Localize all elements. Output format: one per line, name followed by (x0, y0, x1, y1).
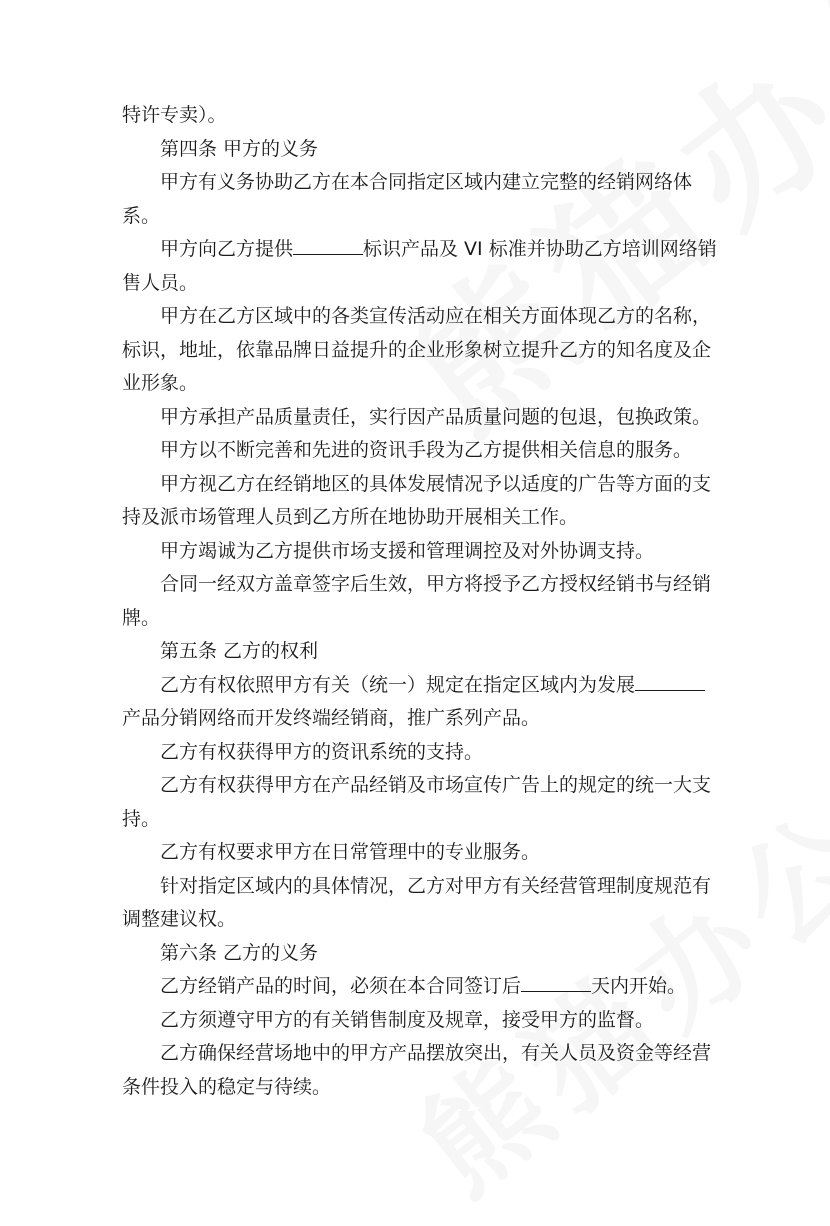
paragraph-text: 乙方有权获得甲方在产品经销及市场宣传广告上的规定的统一大支持。 (122, 774, 712, 830)
paragraph (122, 568, 722, 635)
paragraph-text: 甲方向乙方提供 (160, 238, 294, 260)
paragraph (122, 970, 722, 1004)
paragraph-text: 甲方竭诚为乙方提供市场支援和管理调控及对外协调支持。 (160, 539, 655, 562)
paragraph-text: 甲方有义务协助乙方在本合同指定区域内建立完整的经销网络体系。 (122, 171, 693, 227)
document-body (122, 99, 722, 1104)
paragraph-text: 乙方须遵守甲方的有关销售制度及规章，接受甲方的监督。 (160, 1008, 655, 1031)
paragraph (122, 535, 722, 569)
paragraph-text: 标识产品及 VI 标准并协助乙方培训网络销售人员。 (122, 238, 717, 294)
fill-in-blank[interactable] (293, 236, 363, 255)
paragraph (122, 836, 722, 870)
paragraph (122, 870, 722, 937)
paragraph-text: 甲方以不断完善和先进的资讯手段为乙方提供相关信息的服务。 (160, 439, 693, 461)
paragraph (122, 300, 722, 401)
paragraph (122, 166, 722, 233)
paragraph-text: 产品分销网络而开发终端经销商，推广系列产品。 (122, 707, 541, 729)
paragraph-text: 乙方经销产品的时间，必须在本合同签订后 (160, 975, 522, 997)
paragraph-text: 甲方在乙方区域中的各类宣传活动应在相关方面体现乙方的名称，标识，地址，依靠品牌日益提升的企业形象树立提升乙方的知名度及企业形象。 (122, 305, 712, 394)
paragraph-text: 第四条 甲方的义务 (160, 137, 319, 160)
paragraph (122, 434, 722, 468)
paragraph-text: 第六条 乙方的义务 (160, 941, 319, 964)
paragraph (122, 401, 722, 435)
paragraph-text: 乙方确保经营场地中的甲方产品摆放突出，有关人员及资金等经营条件投入的稳定与待续。 (122, 1042, 712, 1098)
paragraph-text: 乙方有权要求甲方在日常管理中的专业服务。 (160, 841, 541, 863)
paragraph (122, 99, 722, 133)
paragraph-text: 乙方有权获得甲方的资讯系统的支持。 (160, 740, 484, 763)
paragraph (122, 736, 722, 770)
paragraph-text: 第五条 乙方的权利 (160, 640, 319, 662)
paragraph (122, 769, 722, 836)
paragraph-text: 乙方有权依照甲方有关（统一）规定在指定区域内为发展 (160, 673, 636, 696)
paragraph (122, 133, 722, 167)
fill-in-blank[interactable] (635, 671, 705, 690)
paragraph (122, 1004, 722, 1038)
paragraph-text: 针对指定区域内的具体情况，乙方对甲方有关经营管理制度规范有调整建议权。 (122, 874, 712, 930)
paragraph (122, 669, 722, 736)
fill-in-blank[interactable] (521, 973, 591, 992)
paragraph (122, 1037, 722, 1104)
paragraph-text: 天内开始。 (591, 975, 687, 997)
paragraph (122, 635, 722, 669)
paragraph-text: 合同一经双方盖章签字后生效，甲方将授予乙方授权经销书与经销牌。 (122, 573, 712, 629)
paragraph-text: 特许专卖）。 (122, 104, 227, 126)
paragraph-text: 甲方承担产品质量责任，实行因产品质量问题的包退，包换政策。 (160, 405, 712, 428)
paragraph-text: 甲方视乙方在经销地区的具体发展情况予以适度的广告等方面的支持及派市场管理人员到乙方所在地协助开展相关工作。 (122, 472, 712, 528)
paragraph (122, 937, 722, 971)
paragraph (122, 468, 722, 535)
paragraph (122, 233, 722, 300)
